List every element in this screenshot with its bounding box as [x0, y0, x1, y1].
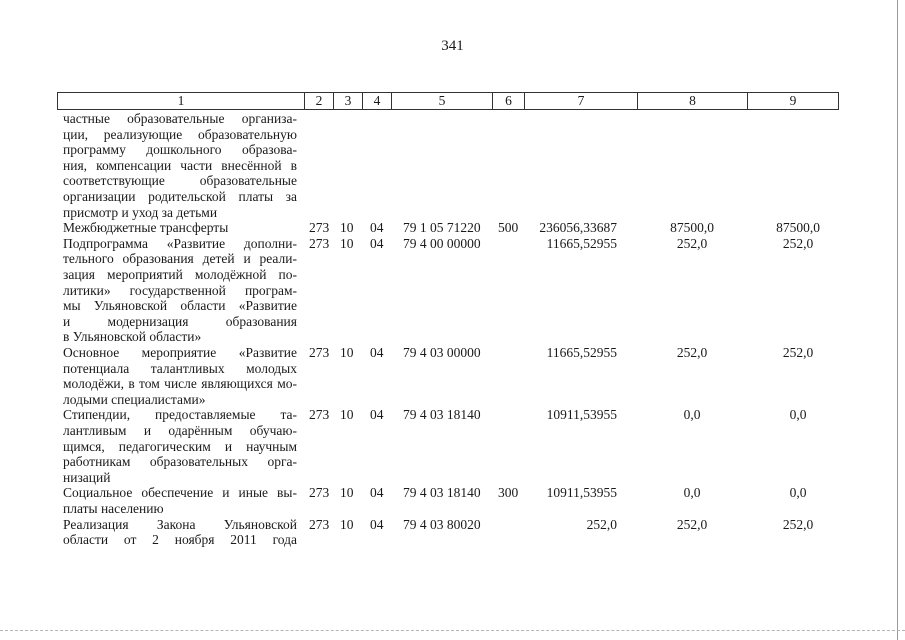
table-row	[0, 220, 905, 236]
cell-col-9: 0,0	[789, 407, 807, 423]
cell-col-8: 87500,0	[670, 220, 714, 236]
description-line: лантливым и одарённым обучаю-	[63, 422, 297, 438]
cell-col-2: 273	[309, 485, 330, 501]
cell-col-9: 252,0	[782, 516, 814, 532]
header-col-2: 2	[305, 93, 334, 110]
header-col-8: 8	[638, 93, 748, 110]
row-description	[63, 485, 297, 516]
description-line: щимся, педагогическим и научным	[63, 438, 297, 454]
description-line: литики» государственной програм-	[63, 282, 297, 298]
description-line: мы Ульяновской области «Развитие	[63, 298, 297, 314]
cell-col-6: 500	[498, 220, 519, 236]
description-line: ния, компенсации части внесённой в	[63, 157, 297, 173]
description-line: программу дошкольного образова-	[63, 142, 297, 158]
column-number-header	[57, 92, 839, 110]
description-line: ции, реализующие образовательную	[63, 126, 297, 142]
row-description	[63, 236, 297, 345]
cell-col-9: 0,0	[789, 485, 807, 501]
cell-col-4: 04	[370, 220, 384, 236]
budget-table-body	[0, 111, 905, 548]
cell-col-2: 273	[309, 220, 330, 236]
table-row	[0, 345, 905, 407]
cell-col-5: 79 4 03 18140	[403, 485, 481, 501]
cell-col-8: 0,0	[683, 407, 701, 423]
cell-col-2: 273	[309, 407, 330, 423]
row-description	[63, 220, 297, 236]
description-line: и модернизация образования	[63, 313, 297, 329]
description-line: соответствующие образовательные	[63, 173, 297, 189]
cell-col-4: 04	[370, 235, 384, 251]
cell-col-3: 10	[340, 220, 354, 236]
table-row	[0, 236, 905, 345]
header-col-6: 6	[493, 93, 525, 110]
cell-col-6: 300	[498, 485, 519, 501]
cell-col-8: 252,0	[676, 235, 708, 251]
table-row	[0, 407, 905, 485]
header-col-3: 3	[334, 93, 363, 110]
description-line: потенциала талантливых молодых	[63, 360, 297, 376]
description-line: тельного образования детей и реали-	[63, 251, 297, 267]
description-line: платы населению	[63, 500, 164, 516]
description-line: частные образовательные организа-	[63, 111, 297, 126]
cell-col-3: 10	[340, 516, 354, 532]
cell-col-4: 04	[370, 344, 384, 360]
description-line: Стипендии, предоставляемые та-	[63, 407, 297, 423]
description-line: зация мероприятий молодёжной по-	[63, 266, 297, 282]
description-line: присмотр и уход за детьми	[63, 204, 218, 220]
description-line: Подпрограмма «Развитие дополни-	[63, 235, 297, 251]
cell-col-5: 79 4 03 00000	[403, 344, 481, 360]
cell-col-7: 10911,53955	[546, 485, 617, 501]
cell-col-7: 11665,52955	[546, 344, 617, 360]
description-line: молодёжи, в том числе являющихся мо-	[63, 376, 297, 392]
cell-col-8: 252,0	[676, 516, 708, 532]
description-line: области от 2 ноября 2011 года	[63, 532, 297, 548]
cell-col-9: 87500,0	[776, 220, 820, 236]
table-row	[0, 485, 905, 516]
cell-col-9: 252,0	[782, 235, 814, 251]
description-line: Основное мероприятие «Развитие	[63, 344, 297, 360]
cell-col-4: 04	[370, 485, 384, 501]
description-line: лодыми специалистами»	[63, 391, 206, 407]
description-line: в Ульяновской области»	[63, 329, 202, 345]
cell-col-9: 252,0	[782, 344, 814, 360]
cell-col-7: 10911,53955	[546, 407, 617, 423]
table-row	[0, 111, 905, 220]
page-frame-bottom-edge	[0, 630, 905, 631]
cell-col-5: 79 4 00 00000	[403, 235, 481, 251]
cell-col-8: 252,0	[676, 344, 708, 360]
description-line: Межбюджетные трансферты	[63, 220, 229, 236]
table-row	[0, 517, 905, 548]
description-line: работникам образовательных орга-	[63, 454, 297, 470]
cell-col-5: 79 1 05 71220	[403, 220, 481, 236]
row-description	[63, 345, 297, 407]
header-col-9: 9	[748, 93, 839, 110]
description-line: Социальное обеспечение и иные вы-	[63, 485, 297, 501]
cell-col-5: 79 4 03 80020	[403, 516, 481, 532]
cell-col-2: 273	[309, 516, 330, 532]
cell-col-7: 252,0	[586, 516, 617, 532]
description-line: Реализация Закона Ульяновской	[63, 516, 297, 532]
cell-col-5: 79 4 03 18140	[403, 407, 481, 423]
cell-col-7: 11665,52955	[546, 235, 617, 251]
header-col-1: 1	[58, 93, 305, 110]
row-description	[63, 111, 297, 220]
cell-col-4: 04	[370, 407, 384, 423]
cell-col-8: 0,0	[683, 485, 701, 501]
description-line: низаций	[63, 469, 111, 485]
cell-col-4: 04	[370, 516, 384, 532]
cell-col-2: 273	[309, 235, 330, 251]
cell-col-2: 273	[309, 344, 330, 360]
row-description	[63, 407, 297, 485]
description-line: организации родительской платы за	[63, 188, 297, 204]
cell-col-3: 10	[340, 485, 354, 501]
cell-col-3: 10	[340, 235, 354, 251]
cell-col-7: 236056,33687	[539, 220, 617, 236]
header-col-7: 7	[525, 93, 638, 110]
page-number: 341	[441, 38, 464, 54]
header-col-5: 5	[392, 93, 493, 110]
cell-col-3: 10	[340, 407, 354, 423]
cell-col-3: 10	[340, 344, 354, 360]
row-description	[63, 517, 297, 548]
header-col-4: 4	[363, 93, 392, 110]
